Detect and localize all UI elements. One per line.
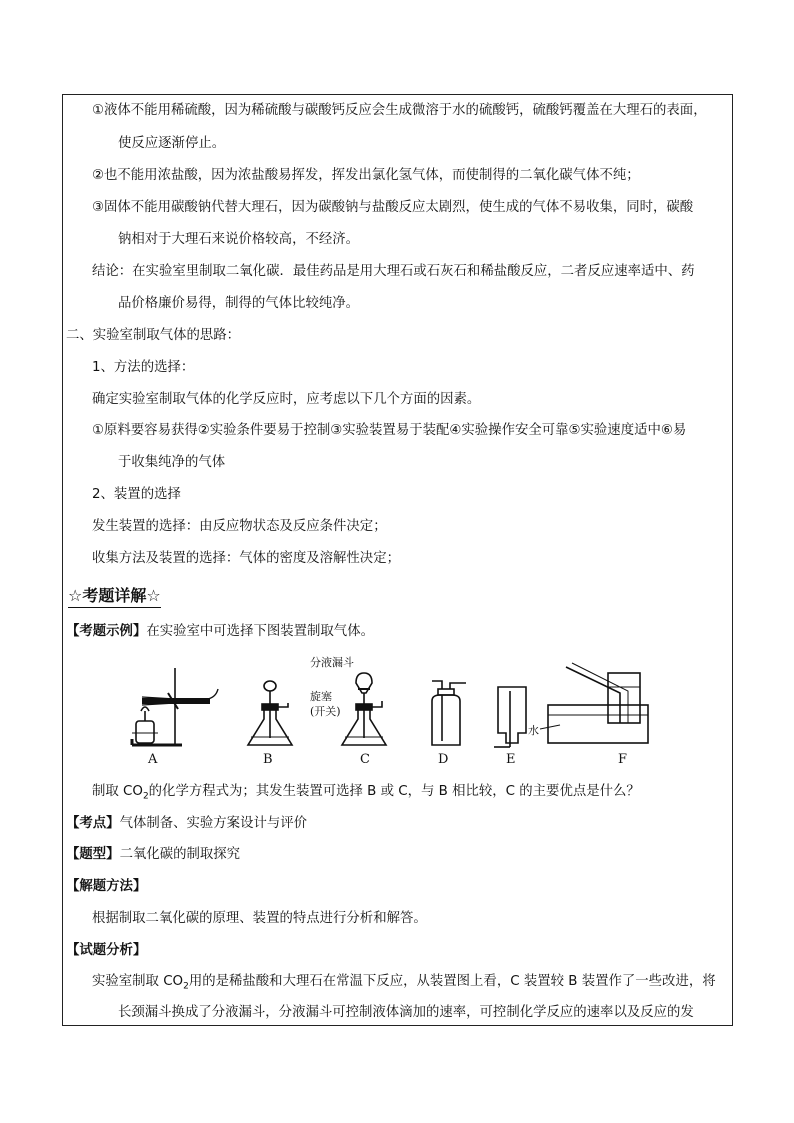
label-f: F — [618, 752, 628, 767]
label-b: B — [263, 752, 273, 767]
item1-line-b: 使反应逐渐停止。 — [118, 136, 226, 151]
label-d: D — [438, 752, 449, 767]
method-text: 确定实验室制取气体的化学反应时，应考虑以下几个方面的因素。 — [92, 392, 481, 407]
factors-line-a: ①原料要容易获得②实验条件要易于控制③实验装置易于装配④实验操作安全可靠⑤实验速度适中⑥易 — [92, 423, 687, 438]
conclusion-line-b: 品价格廉价易得，制得的气体比较纯净。 — [118, 296, 360, 311]
generator-device-text: 发生装置的选择：由反应物状态及反应条件决定； — [92, 519, 387, 534]
conclusion-line-a: 结论：在实验室里制取二氧化碳．最佳药品是用大理石或石灰石和稀盐酸反应，二者反应速率适中、药 — [92, 264, 695, 279]
label-switch: (开关) — [310, 705, 341, 718]
type-text: 二氧化碳的制取探究 — [119, 847, 241, 862]
item1-line-a: ①液体不能用稀硫酸，因为稀硫酸与碳酸钙反应会生成微溶于水的硫酸钙，硫酸钙覆盖在大理石的表面， — [92, 103, 707, 118]
collection-device-text: 收集方法及装置的选择：气体的密度及溶解性决定； — [92, 551, 400, 566]
label-funnel: 分液漏斗 — [310, 656, 354, 669]
label-e: E — [506, 752, 516, 767]
section2-title: 二、实验室制取气体的思路： — [66, 328, 241, 343]
item2-line: ②也不能用浓盐酸，因为浓盐酸易挥发，挥发出氯化氢气体，而使制得的二氧化碳气体不纯； — [92, 168, 640, 183]
label-stopcock: 旋塞 — [310, 690, 332, 703]
item3-line-a: ③固体不能用碳酸钠代替大理石，因为碳酸钠与盐酸反应太剧烈，使生成的气体不易收集，同时，碳酸 — [92, 200, 694, 215]
item3-line-b: 钠相对于大理石来说价格较高，不经济。 — [118, 232, 360, 247]
point-tag: 【考点】 — [66, 816, 120, 831]
label-a: A — [148, 752, 158, 767]
exam-heading: ☆考题详解☆ — [68, 585, 161, 608]
type-tag: 【题型】 — [66, 847, 120, 862]
point-line — [66, 814, 307, 834]
apparatus-f — [540, 663, 648, 743]
example-text: 在实验室中可选择下图装置制取气体。 — [146, 624, 374, 639]
example-tag: 【考题示例】 — [66, 624, 147, 639]
question-line: 制取 $CO_2$的化学方程式为；其发生装置可选择 B 或 C，与 B 相比较，C 的主要优点是什么？ — [92, 784, 640, 802]
apparatus-c — [342, 673, 386, 745]
analysis-tag: 【试题分析】 — [66, 943, 147, 958]
label-c: C — [360, 752, 370, 767]
label-water: 水 — [528, 724, 539, 737]
point-text: 气体制备、实验方案设计与评价 — [119, 816, 308, 831]
apparatus-d — [432, 681, 466, 745]
method-subtitle: 1、方法的选择： — [92, 360, 195, 375]
device-subtitle: 2、装置的选择 — [92, 487, 181, 502]
apparatus-e — [494, 687, 526, 747]
factors-line-b: 于收集纯净的气体 — [118, 455, 226, 470]
apparatus-a — [132, 668, 218, 745]
example-line — [66, 622, 374, 642]
analysis-line-b: 长颈漏斗换成了分液漏斗，分液漏斗可控制液体滴加的速率，可控制化学反应的速率以及反应的发 — [118, 1005, 694, 1020]
apparatus-b — [248, 681, 292, 745]
method-tag: 【解题方法】 — [66, 879, 147, 894]
type-line — [66, 845, 240, 865]
method-text-line: 根据制取二氧化碳的原理、装置的特点进行分析和解答。 — [92, 911, 427, 926]
analysis-line-a: 实验室制取 $CO_2$用的是稀盐酸和大理石在常温下反应，从装置图上看，C 装置较 B 装置作了一些改进，将 — [92, 974, 716, 992]
apparatus-figure — [120, 653, 680, 768]
